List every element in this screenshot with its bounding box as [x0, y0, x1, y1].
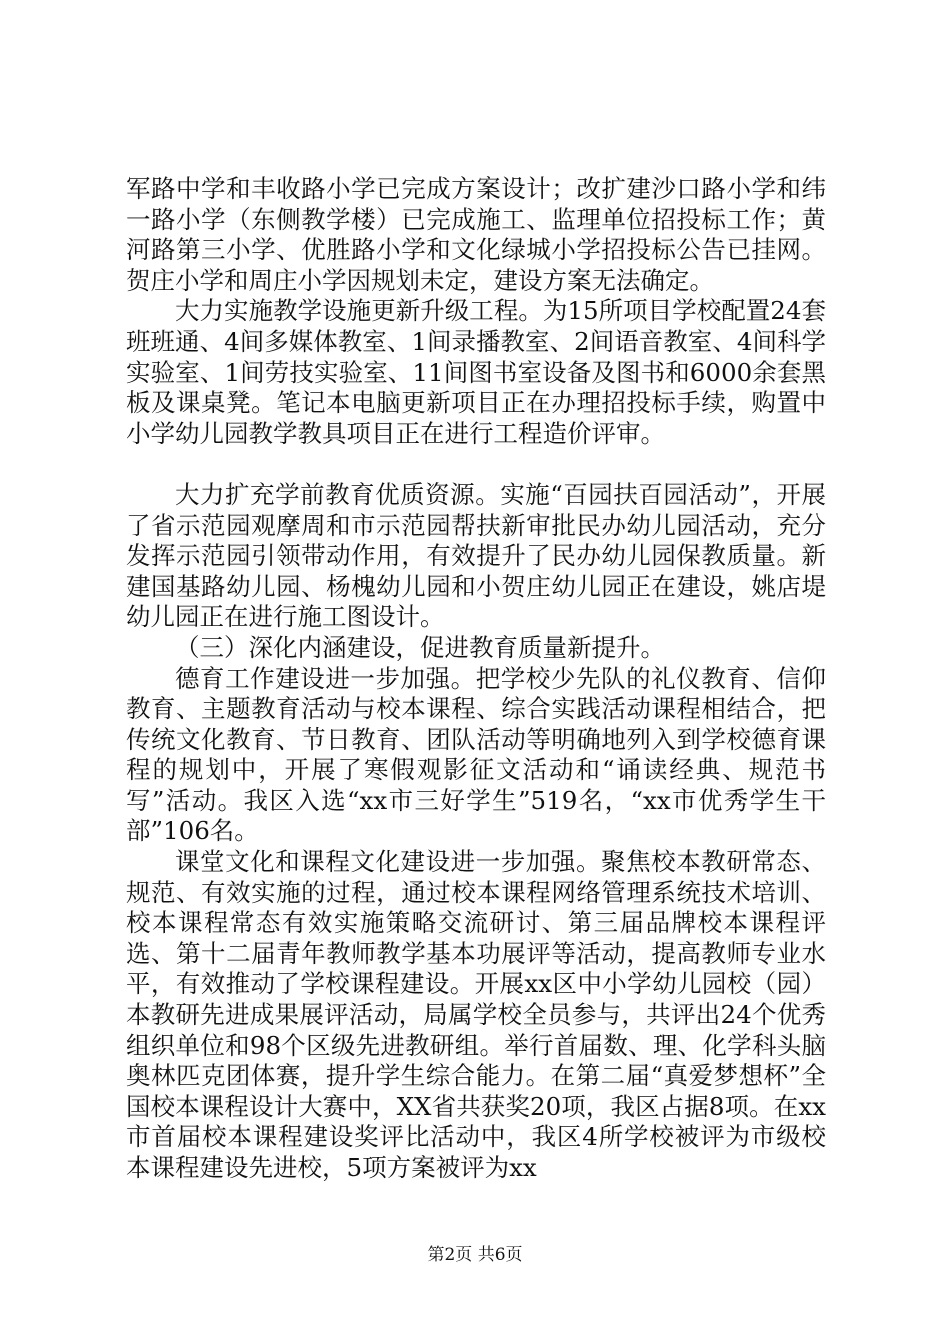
paragraph-preschool: 大力扩充学前教育优质资源。实施“百园扶百园活动”，开展了省示范园观摩周和市示范园帮扶新审批民办幼儿园活动，充分发挥示范园引领带动作用，有效提升了民办幼儿园保教质量。新建国基路幼儿园、杨槐幼儿园和小贺庄幼儿园正在建设，姚店堤幼儿园正在进行施工图设计。: [126, 479, 826, 632]
paragraph-curriculum-culture: 课堂文化和课程文化建设进一步加强。聚焦校本教研常态、规范、有效实施的过程，通过校本课程网络管理系统技术培训、校本课程常态有效实施策略交流研讨、第三届品牌校本课程评选、第十二届青年教师教学基本功展评等活动，提高教师专业水平，有效推动了学校课程建设。开展xx区中小学幼儿园校（园）本教研先进成果展评活动，局属学校全员参与，共评出24个优秀组织单位和98个区级先进教研组。举行首届数、理、化学科头脑奥林匹克团体赛，提升学生综合能力。在第二届“真爱梦想杯”全国校本课程设计大赛中，XX省共获奖20项，我区占据8项。在xx市首届校本课程建设奖评比活动中，我区4所学校被评为市级校本课程建设先进校，5项方案被评为xx: [126, 847, 826, 1182]
page-number-footer: 第2页 共6页: [427, 1245, 523, 1265]
document-body: [126, 174, 826, 1184]
paragraph-facility-upgrade: 大力实施教学设施更新升级工程。为15所项目学校配置24套班班通、4间多媒体教室、1间录播教室、2间语音教室、4间科学实验室、1间劳技实验室、11间图书室设备及图书和6000余套黑板及课桌凳。笔记本电脑更新项目正在办理招投标手续，购置中小学幼儿园教学教具项目正在进行工程造价评审。: [126, 296, 826, 448]
paragraph-moral-education: 德育工作建设进一步加强。把学校少先队的礼仪教育、信仰教育、主题教育活动与校本课程、综合实践活动课程相结合，把传统文化教育、节日教育、团队活动等明确地列入到学校德育课程的规划中，开展了寒假观影征文活动和“诵读经典、规范书写”活动。我区入选“xx市三好学生”519名，“xx市优秀学生干部”106名。: [126, 663, 826, 846]
paragraph-spacer: [126, 449, 826, 480]
paragraph-continuation: 军路中学和丰收路小学已完成方案设计；改扩建沙口路小学和纬一路小学（东侧教学楼）已完成施工、监理单位招投标工作；黄河路第三小学、优胜路小学和文化绿城小学招投标公告已挂网。贺庄小学和周庄小学因规划未定，建设方案无法确定。: [126, 174, 826, 295]
section-heading-3: （三）深化内涵建设，促进教育质量新提升。: [175, 632, 665, 662]
